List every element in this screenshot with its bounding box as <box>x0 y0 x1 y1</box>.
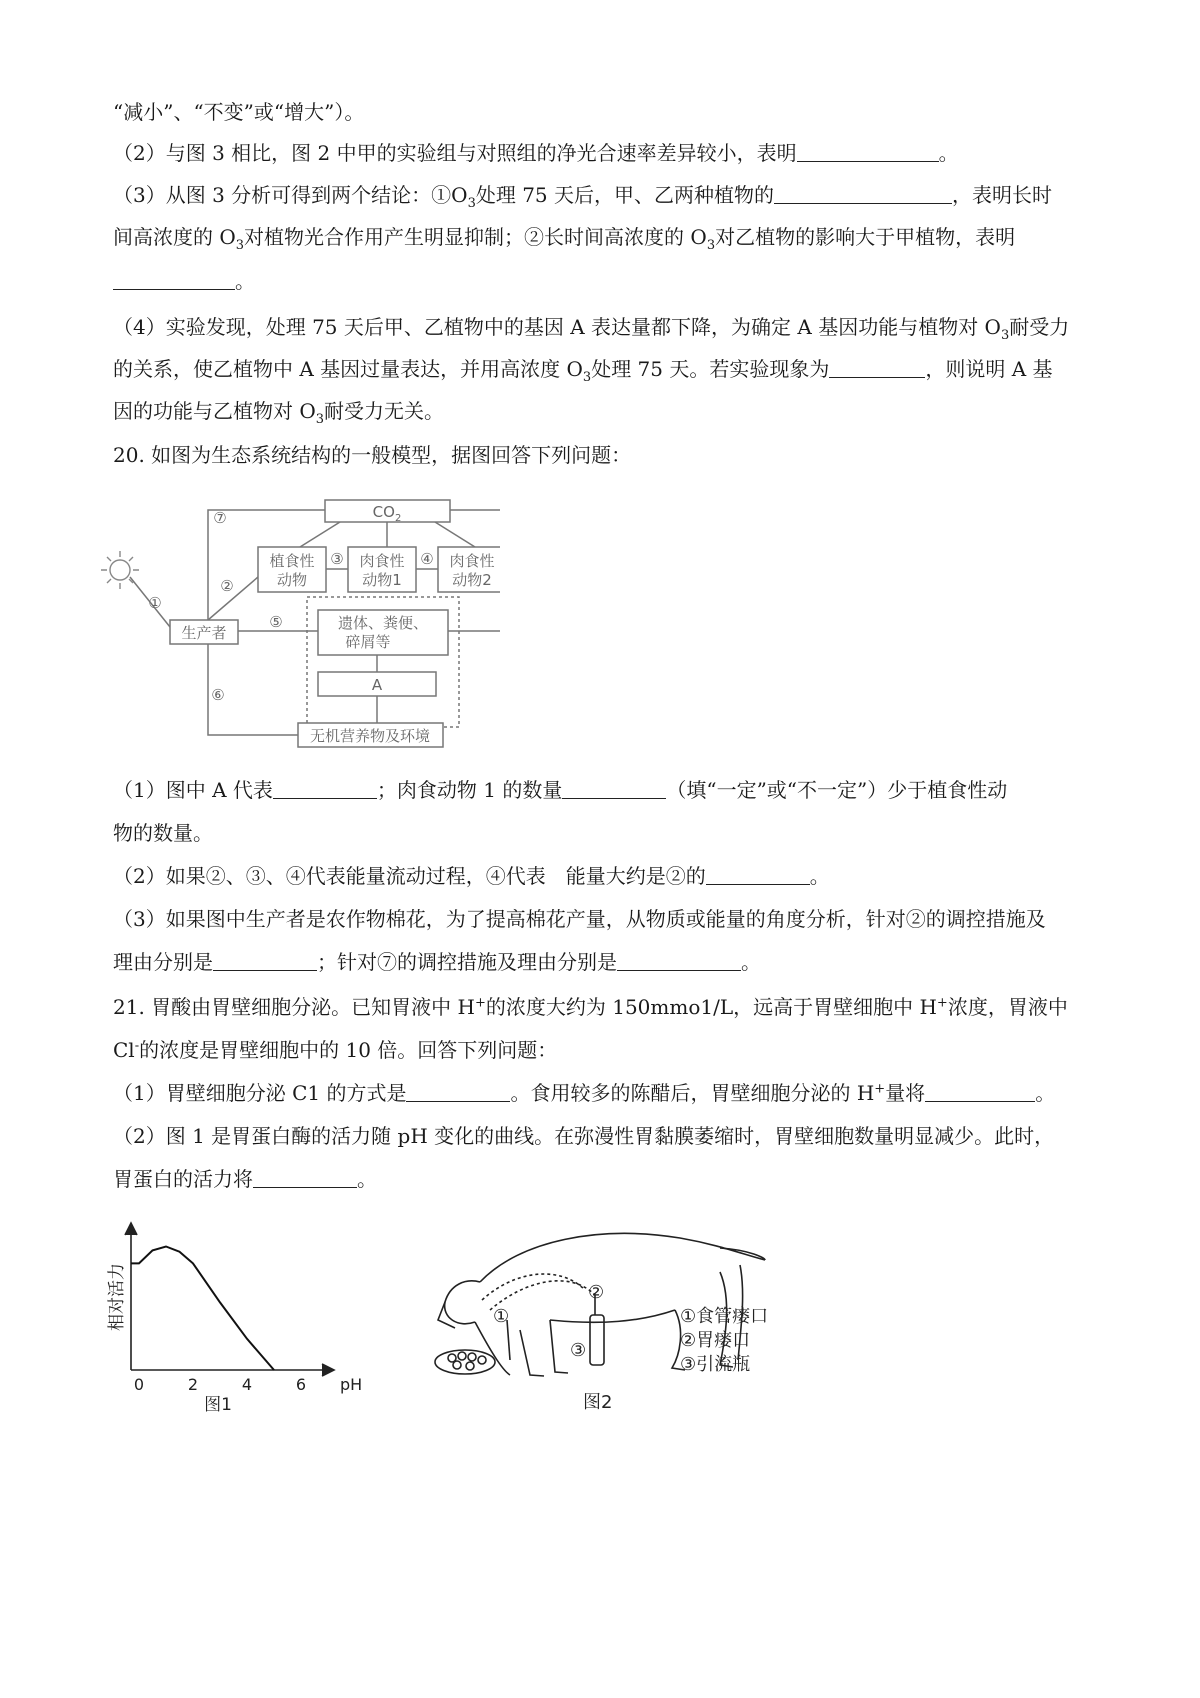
marker-2: ② <box>220 577 234 595</box>
carnivore2-label-2: 动物2 <box>452 571 492 589</box>
marker-6: ⑥ <box>211 686 225 704</box>
q20-part2: （2）如果②、③、④代表能量流动过程，④代表 能量大约是②的 。 <box>113 864 830 888</box>
legend-item-gastric-fistula: ②胃瘘口 <box>680 1330 751 1351</box>
a-box-label: A <box>371 676 383 694</box>
answer-blank[interactable] <box>406 1083 510 1102</box>
x-tick-label: 2 <box>187 1375 199 1394</box>
marker-3: ③ <box>330 550 344 568</box>
x-tick-label: 0 <box>133 1375 145 1394</box>
co2-label: $CO_2$ <box>372 503 402 524</box>
producer-label: 生产者 <box>181 624 227 642</box>
q20-part1-line1: （1）图中 A 代表 ；肉食动物 1 的数量 （填“一定”或“不一定”）少于植食性动 <box>113 778 1008 802</box>
q20-part1-line2: 物的数量。 <box>113 821 213 845</box>
x-tick-label: 6 <box>295 1375 307 1394</box>
answer-blank[interactable] <box>113 271 235 290</box>
answer-blank[interactable] <box>829 359 925 378</box>
remains-label-1: 遗体、粪便、 <box>337 614 429 632</box>
marker-4: ④ <box>420 550 434 568</box>
carnivore1-label-1: 肉食性 <box>359 552 405 570</box>
legend-item-drainage-bottle: ③引流瓶 <box>680 1354 751 1375</box>
answer-blank[interactable] <box>706 866 810 885</box>
marker-7: ⑦ <box>213 509 227 527</box>
q19-part4-line3: 因的功能与乙植物对 $O_3$耐受力无关。 <box>113 399 445 427</box>
answer-blank[interactable] <box>253 1169 357 1188</box>
q21-stem-line1: 21. 胃酸由胃壁细胞分泌。已知胃液中 H+的浓度大约为 150mmo1/L，远高于胃壁细胞中 H+浓度，胃液中 <box>113 995 1068 1019</box>
answer-blank[interactable] <box>617 952 741 971</box>
q21-part2-line1: （2）图 1 是胃蛋白酶的活力随 pH 变化的曲线。在弥漫性胃黏膜萎缩时，胃壁细胞数量明显减少。此时， <box>113 1124 1055 1148</box>
q19-part3-line2: 间高浓度的 $O_3$对植物光合作用产生明显抑制；②长时间高浓度的 $O_3$对乙植物的影响大于甲植物，表明 <box>113 225 1016 253</box>
answer-blank[interactable] <box>273 780 377 799</box>
remains-label-2: 碎屑等 <box>345 633 391 651</box>
ph-activity-chart <box>100 1215 380 1415</box>
q19-continuation: “减小”、“不变”或“增大”）。 <box>113 100 365 124</box>
sun-icon <box>101 551 139 589</box>
fig2-marker-1: ① <box>493 1306 510 1327</box>
figure-1-label: 图1 <box>204 1395 232 1415</box>
q19-part2: （2）与图 3 相比，图 2 中甲的实验组与对照组的净光合速率差异较小，表明 。 <box>113 141 959 165</box>
answer-blank[interactable] <box>797 143 939 162</box>
q20-stem: 20. 如图为生态系统结构的一般模型，据图回答下列问题： <box>113 443 632 467</box>
ecosystem-diagram <box>100 495 500 760</box>
dog-experiment-figure <box>420 1210 820 1425</box>
q19-part4-line2: 的关系，使乙植物中 A 基因过量表达，并用高浓度 $O_3$处理 75 天。若实验现象为 ，则说明 A 基 <box>113 357 1053 385</box>
answer-blank[interactable] <box>562 780 666 799</box>
inorganic-label: 无机营养物及环境 <box>309 727 431 745</box>
carnivore2-label-1: 肉食性 <box>449 552 495 570</box>
answer-blank[interactable] <box>213 952 317 971</box>
q21-stem-line2: Cl-的浓度是胃壁细胞中的 10 倍。回答下列问题： <box>113 1038 558 1062</box>
herbivore-label-2: 动物 <box>276 571 308 589</box>
activity-curve <box>131 1247 274 1371</box>
carnivore1-label-2: 动物1 <box>362 571 402 589</box>
q21-part2-line2: 胃蛋白的活力将 。 <box>113 1167 377 1191</box>
figure-2-label: 图2 <box>583 1392 613 1413</box>
herbivore-label-1: 植食性 <box>269 552 315 570</box>
x-axis-label: pH <box>340 1375 363 1394</box>
q20-part3-line2: 理由分别是 ；针对⑦的调控措施及理由分别是 。 <box>113 950 761 974</box>
q21-part1: （1）胃壁细胞分泌 C1 的方式是 。食用较多的陈醋后，胃壁细胞分泌的 H+量将 。 <box>113 1081 1056 1105</box>
answer-blank[interactable] <box>925 1083 1035 1102</box>
q19-part4-line1: （4）实验发现，处理 75 天后甲、乙植物中的基因 A 表达量都下降，为确定 A 基因功能与植物对 $O_3$耐受力 <box>113 315 1070 343</box>
marker-5: ⑤ <box>269 613 283 631</box>
marker-1: ① <box>148 594 162 612</box>
legend-item-esophageal-fistula: ①食管瘘口 <box>680 1306 769 1327</box>
q20-part3-line1: （3）如果图中生产者是农作物棉花，为了提高棉花产量，从物质或能量的角度分析，针对②的调控措施及 <box>113 907 1046 931</box>
fig2-marker-2: ② <box>588 1282 605 1303</box>
q19-part3-line1: （3）从图 3 分析可得到两个结论：$①O_3$处理 75 天后，甲、乙两种植物的 ，表明长时 <box>113 183 1053 211</box>
answer-blank[interactable] <box>774 185 952 204</box>
fig2-marker-3: ③ <box>570 1340 587 1361</box>
y-axis-label: 相对活力 <box>107 1263 127 1331</box>
q19-part3-line3: 。 <box>113 266 255 296</box>
x-tick-label: 4 <box>241 1375 253 1394</box>
